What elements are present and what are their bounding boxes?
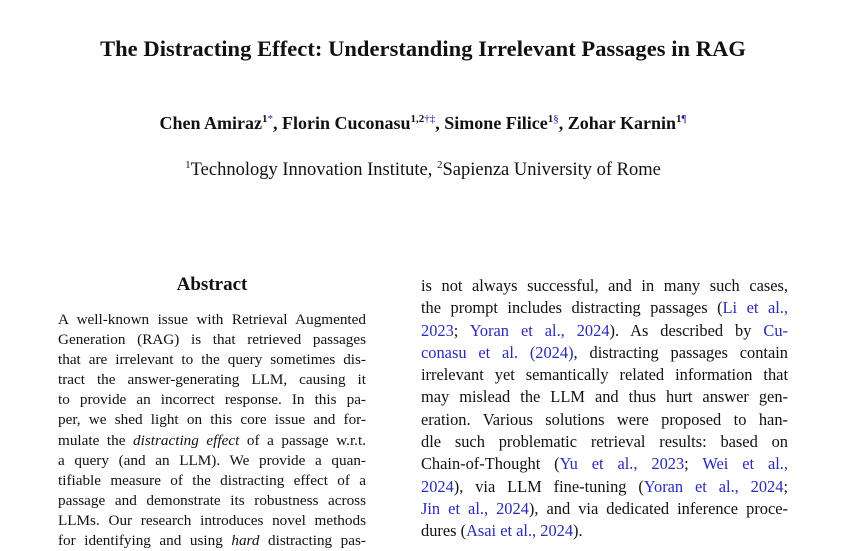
author-list: Chen Amiraz$^{1*}$, Florin Cuconasu$^{1,2\dagger\ddagger}$, Simone Filice$^{1\S}$, Zohar Karnin$^{1\P}$ [159, 113, 687, 133]
text-line: to provide an incorrect response. In this pa- [58, 391, 366, 409]
citation-link[interactable]: Cu- [763, 320, 788, 340]
citation-link[interactable]: Wei et al., [702, 454, 788, 474]
affiliation: $^1$Technology Innovation Institute [185, 159, 428, 180]
text-line: the prompt includes distracting passages (Li et al., [421, 298, 788, 318]
body-text [421, 275, 788, 543]
citation-link[interactable]: Jin et al., 2024 [421, 498, 529, 518]
text-line: per, we shed light on this core issue and for- [58, 411, 366, 429]
author: Simone Filice$^{1\S}$ [444, 113, 559, 133]
text-line: mulate the distracting effect of a passage w.r.t. [58, 431, 366, 449]
text-line: irrelevant yet semantically related information that [421, 365, 788, 385]
citation-link[interactable]: Yu et al., 2023 [559, 454, 685, 474]
text-line: is not always successful, and in many such cases, [421, 276, 788, 295]
author: Chen Amiraz$^{1*}$ [159, 113, 274, 133]
text-line: dures (Asai et al., 2024). [421, 521, 583, 541]
author: Florin Cuconasu$^{1,2\dagger\ddagger}$ [282, 113, 436, 133]
text-line: that are irrelevant to the query sometimes dis- [58, 351, 366, 369]
citation-link[interactable]: Asai et al., 2024 [466, 521, 574, 541]
text-line: a query (and an LLM). We provide a quan- [58, 451, 366, 469]
text-line: Generation (RAG) is that retrieved passages [58, 331, 366, 349]
citation-link[interactable]: 2023 [421, 320, 454, 340]
text-line: A well-known issue with Retrieval Augmented [58, 311, 366, 328]
citation-link[interactable]: Yoran et al., 2024 [643, 476, 784, 496]
text-line: conasu et al. (2024), distracting passages contain [421, 342, 788, 362]
citation-link[interactable]: Yoran et al., 2024 [469, 320, 610, 340]
text-line: tract the answer-generating LLM, causing it [58, 371, 366, 389]
text-line: 2024), via LLM fine-tuning (Yoran et al., 2024; [421, 476, 788, 496]
abstract-heading: Abstract [176, 274, 248, 295]
paper-title: The Distracting Effect: Understanding Irrelevant Passages in RAG [100, 36, 746, 61]
author: Zohar Karnin$^{1\P}$ [567, 113, 687, 133]
text-line: passage and demonstrate its robustness across [58, 491, 366, 509]
affiliations: $^1$Technology Innovation Institute, $^2$Sapienza University of Rome [185, 159, 661, 180]
citation-link[interactable]: Li et al., [722, 298, 788, 318]
citation-link[interactable]: conasu et al. (2024) [421, 342, 574, 362]
text-line: dle such problematic retrieval results: based on [421, 432, 788, 452]
citation-link[interactable]: 2024 [421, 476, 454, 496]
text-line: 2023; Yoran et al., 2024). As described by Cu- [421, 320, 788, 340]
text-line: may mislead the LLM and thus hurt answer gen- [421, 387, 788, 407]
text-line: Chain-of-Thought (Yu et al., 2023; Wei et al., [421, 454, 788, 474]
text-line: LLMs. Our research introduces novel methods [58, 511, 366, 529]
abstract-text [58, 310, 366, 551]
text-line: for identifying and using hard distracting pas- [58, 532, 366, 550]
text-line: eration. Various solutions were proposed to han- [421, 409, 788, 429]
text-line: Jin et al., 2024), and via dedicated inference proce- [421, 498, 788, 518]
text-line: tifiable measure of the distracting effect of a [58, 471, 366, 489]
affiliation: $^2$Sapienza University of Rome [437, 159, 661, 180]
